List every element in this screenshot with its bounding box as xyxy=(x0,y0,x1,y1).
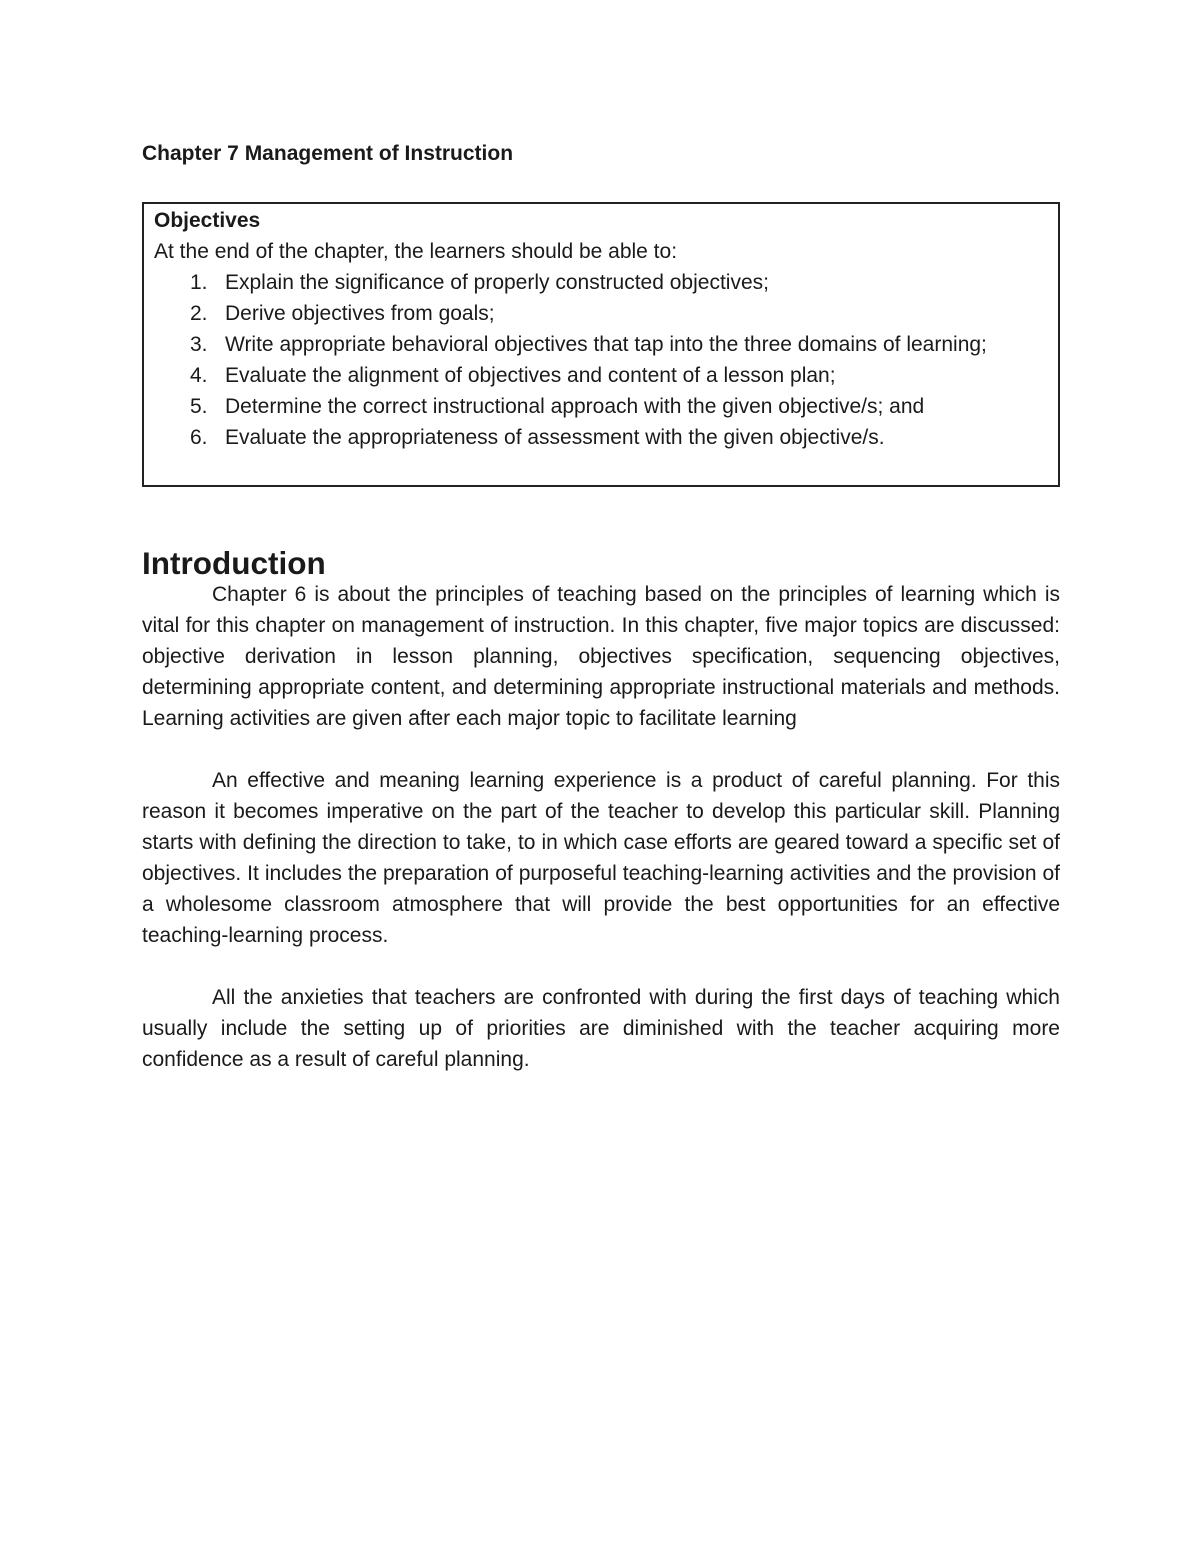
objective-text: Derive objectives from goals; xyxy=(225,302,495,325)
objective-number: 4. xyxy=(190,364,208,387)
document-page xyxy=(142,138,1060,1075)
objective-text: Evaluate the alignment of objectives and content of a lesson plan; xyxy=(225,364,836,387)
objectives-heading: Objectives xyxy=(154,209,261,232)
objective-item xyxy=(190,298,1048,329)
objective-number: 1. xyxy=(190,271,208,294)
objective-text: Determine the correct instructional approach with the given objective/s; and xyxy=(225,395,925,418)
chapter-title: Chapter 7 Management of Instruction xyxy=(142,142,514,165)
objectives-box xyxy=(142,202,1060,487)
objective-text: Explain the significance of properly constructed objectives; xyxy=(225,271,769,294)
objective-text: Write appropriate behavioral objectives that tap into the three domains of learning; xyxy=(225,333,987,356)
objective-item xyxy=(190,391,1048,422)
objective-item xyxy=(190,267,1048,298)
objective-item xyxy=(190,422,1048,453)
objective-text: Evaluate the appropriateness of assessment with the given objective/s. xyxy=(225,426,885,449)
objective-number: 6. xyxy=(190,426,208,449)
objective-number: 5. xyxy=(190,395,208,418)
objective-number: 2. xyxy=(190,302,208,325)
introduction-paragraph: An effective and meaning learning experience is a product of careful planning. For this reason it becomes imperative on the part of the teacher to develop this particular skill. Planning starts with defining the direction to take, to in which case efforts are geared toward a specific set of objectives. It includes the preparation of purposeful teaching-learning activities and the provision of a wholesome classroom atmosphere that will provide the best opportunities for an effective teaching-learning process. xyxy=(142,769,1060,947)
introduction-paragraph: Chapter 6 is about the principles of teaching based on the principles of learning which is vital for this chapter on management of instruction. In this chapter, five major topics are discussed: objective derivation in lesson planning, objectives specification, sequencing objectives, determining appropriate content, and determining appropriate instructional materials and methods. Learning activities are given after each major topic to facilitate learning xyxy=(142,583,1060,730)
objectives-list xyxy=(154,267,1048,453)
objective-number: 3. xyxy=(190,333,208,356)
introduction-paragraph: All the anxieties that teachers are confronted with during the first days of teaching which usually include the setting up of priorities are diminished with the teacher acquiring more confidence as a result of careful planning. xyxy=(142,986,1060,1071)
objective-item xyxy=(190,329,1048,360)
introduction-heading: Introduction xyxy=(142,545,326,581)
objectives-intro: At the end of the chapter, the learners should be able to: xyxy=(154,240,678,263)
objective-item xyxy=(190,360,1048,391)
